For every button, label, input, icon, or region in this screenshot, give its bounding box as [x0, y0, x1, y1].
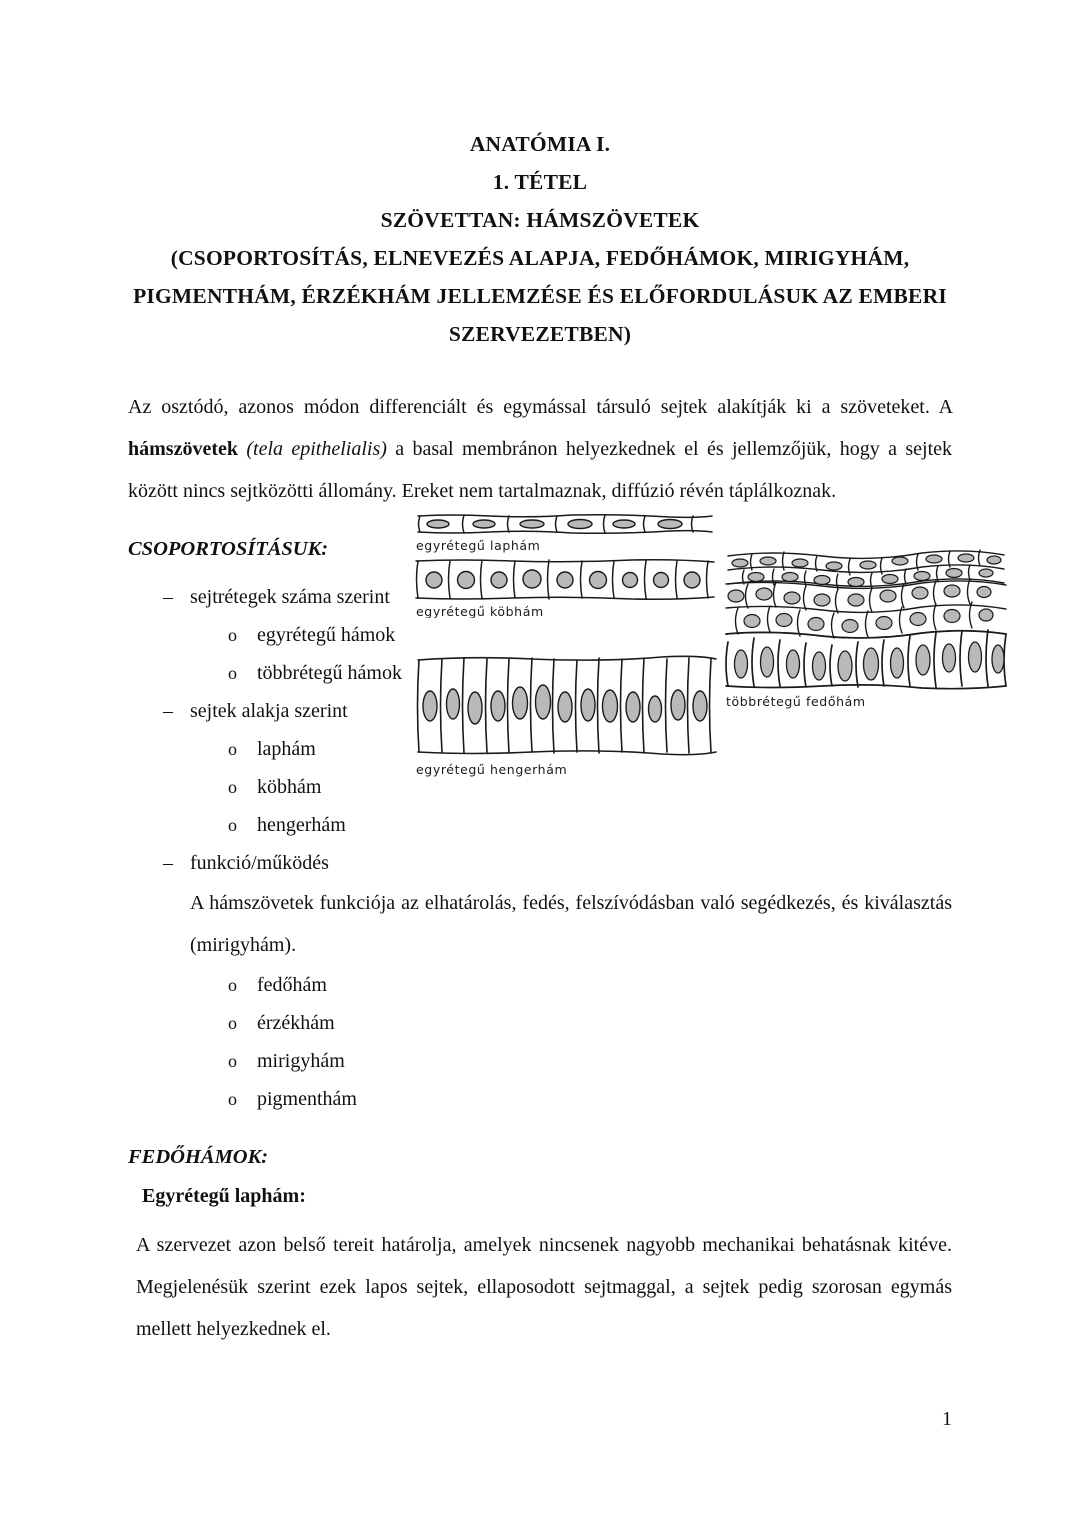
title-line-4: (CSOPORTOSÍTÁS, ELNEVEZÉS ALAPJA, FEDŐHÁMOK, MIRIGYHÁM,: [170, 246, 910, 270]
title-line-6: SZERVEZETBEN): [448, 322, 632, 346]
figure-label-cuboidal: egyrétegű köbhám: [416, 604, 544, 618]
outline-subitem-label: fedőhám: [257, 974, 327, 996]
outline-subitem-label: mirigyhám: [257, 1050, 345, 1072]
outline-subitem-hengerham: [128, 806, 952, 844]
figure-label-stratified: többrétegű fedőhám: [726, 694, 866, 709]
figure-label-squamous: egyrétegű laphám: [416, 538, 541, 553]
dash-bullet-icon: –: [163, 586, 173, 608]
circle-bullet-icon: o: [228, 777, 237, 797]
circle-bullet-icon: o: [228, 663, 237, 683]
outline-subitem-pigmentham: [128, 1080, 952, 1118]
figure-stratified-epithelium: [722, 546, 1010, 731]
columnar-nuclei: [423, 685, 707, 724]
simple-epithelia-drawing: [412, 506, 722, 618]
outline-subitem-label: egyrétegű hámok: [257, 624, 396, 646]
dash-bullet-icon: –: [163, 852, 173, 874]
page-number: 1: [942, 1408, 952, 1430]
outline-subitem-erzekham: [128, 1004, 952, 1042]
outline-subitem-fedoham: [128, 966, 952, 1004]
outline-subitem-label: köbhám: [257, 776, 322, 798]
outline-subitem-label: többrétegű hámok: [257, 662, 402, 684]
subsection-heading-egyretegu-lapham: Egyrétegű laphám:: [142, 1185, 306, 1207]
subsection-body-egyretegu-lapham: A szervezet azon belső tereit határolja, amelyek nincsenek nagyobb mechanikai behatásnak kitéve. Megjelenésük szerint ezek lapos sejtek, ellaposodott sejtmaggal, a sejtek pedig szorosan egymás mellett helyezkednek el.: [136, 1234, 952, 1340]
title-line-5: PIGMENTHÁM, ÉRZÉKHÁM JELLEMZÉSE ÉS ELŐFORDULÁSUK AZ EMBERI: [133, 284, 947, 308]
outline-subitem-label: pigmenthám: [257, 1088, 357, 1110]
circle-bullet-icon: o: [228, 739, 237, 759]
intro-sentence-1: Az osztódó, azonos módon differenciált és egymással társuló sejtek alakítják ki a szöveteket.: [128, 396, 939, 418]
figure-label-columnar: egyrétegű hengerhám: [416, 762, 568, 777]
outline-item-label: funkció/működés: [190, 852, 329, 874]
stratified-middle-layers: [726, 579, 1006, 638]
stratified-basal-nuclei: [735, 642, 1005, 681]
figure-simple-columnar: [412, 648, 722, 780]
outline-subitem-label: hengerhám: [257, 814, 346, 836]
title-line-3: SZÖVETTAN: HÁMSZÖVETEK: [380, 208, 700, 232]
outline-item-label: sejtek alakja szerint: [190, 700, 348, 722]
figure-simple-epithelia: [412, 506, 722, 618]
circle-bullet-icon: o: [228, 1013, 237, 1033]
intro-paragraph: [128, 386, 952, 512]
circle-bullet-icon: o: [228, 815, 237, 835]
outline-funkcio-paragraph: A hámszövetek funkciója az elhatárolás, fedés, felszívódásban való segédkezés, és kiválasztás (mirigyhám).: [190, 892, 952, 956]
section-heading-csoportositasuk: CSOPORTOSÍTÁSUK:: [128, 538, 329, 560]
cuboidal-nuclei: [426, 570, 700, 589]
intro-term-latin: (tela epithelialis): [237, 438, 387, 460]
outline-subitem-mirigyham: [128, 1042, 952, 1080]
title-line-1: ANATÓMIA I.: [469, 132, 611, 156]
circle-bullet-icon: o: [228, 1089, 237, 1109]
intro-sentence-2: a basal membránon helyezkednek el és jellemzőjük, hogy a sejtek között nincs sejtközötti állomány. Ereket nem tartalmaznak, diffúzió révén táplálkoznak.: [128, 438, 953, 502]
outline-subitem-label: érzékhám: [257, 1012, 335, 1034]
outline-item-funkcio: [128, 844, 952, 882]
circle-bullet-icon: o: [228, 625, 237, 645]
section-heading-fedohamok: FEDŐHÁMOK:: [128, 1146, 269, 1168]
dash-bullet-icon: –: [163, 700, 173, 722]
document-title-block: [128, 125, 952, 353]
outline-item-label: sejtrétegek száma szerint: [190, 586, 390, 608]
intro-term-bold: hámszövetek: [128, 438, 238, 460]
title-line-2: 1. TÉTEL: [492, 170, 588, 194]
circle-bullet-icon: o: [228, 975, 237, 995]
stratified-drawing: [722, 546, 1010, 731]
circle-bullet-icon: o: [228, 1051, 237, 1071]
outline-subitem-label: laphám: [257, 738, 316, 760]
columnar-drawing: [412, 648, 722, 780]
intro-lead-plain: A: [938, 396, 952, 418]
